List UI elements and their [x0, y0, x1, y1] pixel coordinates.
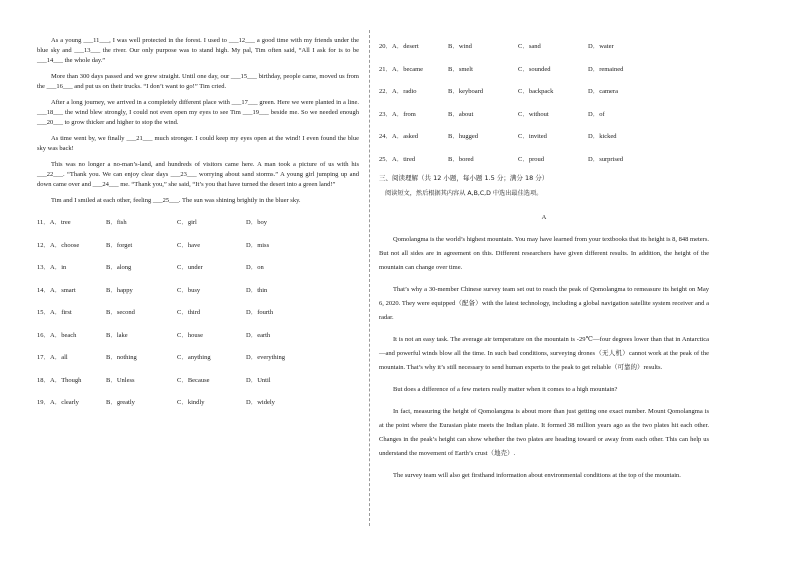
option: 23．A．from — [379, 110, 416, 118]
option: C．sand — [518, 43, 541, 51]
option: D．Until — [246, 376, 271, 384]
option: D．remained — [588, 65, 624, 73]
option: 11．A．tree — [37, 219, 71, 227]
option: 21．A．became — [379, 65, 424, 73]
option: C．have — [177, 241, 201, 249]
option-row — [379, 81, 709, 104]
option: 24．A．asked — [379, 133, 418, 141]
option: 15．A．first — [37, 309, 72, 317]
right-column — [379, 36, 709, 491]
option: B．forget — [106, 241, 133, 249]
option: D．surprised — [588, 155, 624, 163]
passage-paragraph: Tim and I smiled at each other, feeling ___25___. The sun was shining brightly in the bluer sky. — [51, 197, 301, 204]
option: C．third — [177, 309, 201, 317]
option: B．keyboard — [448, 88, 484, 96]
option: C．anything — [177, 354, 211, 362]
option: B．nothing — [106, 354, 137, 362]
option-row — [37, 370, 359, 393]
option-row — [37, 347, 359, 370]
passage-paragraph: As a young ___11___, I was well protected in the forest. I used to ___12___ a good time with my friends under the blue sky and ___13___ the river. Our only purpose was to stand high. My pal, Tim often said, “All I ask for is to be ___14___ the whole day.” — [37, 37, 359, 64]
option-row — [37, 392, 359, 415]
option-row — [37, 325, 359, 348]
option: 16．A．beach — [37, 331, 77, 339]
option: D．earth — [246, 331, 271, 339]
option: B．happy — [106, 286, 133, 294]
option: C．Because — [177, 376, 210, 384]
option: 22．A．radio — [379, 88, 417, 96]
option: B．wind — [448, 43, 472, 51]
option: B．fish — [106, 219, 127, 227]
option: C．busy — [177, 286, 201, 294]
option: 14．A．smart — [37, 286, 76, 294]
reading-paragraph: It is not an easy task. The average air temperature on the mountain is -29℃—four degrees lower than that in Antarctica—and powerful winds blow all the time. In such bad conditions, surveying drones（无人机）cannot work at the peak of the mountain. That’s why it’s still necessary to send human experts to the peak to get reliable（可靠的）results. — [379, 336, 709, 371]
options-list-left — [37, 212, 359, 415]
option: D．widely — [246, 399, 275, 407]
option: D．of — [588, 110, 605, 118]
option: 13．A．in — [37, 264, 67, 272]
option: D．fourth — [246, 309, 274, 317]
option-row — [37, 302, 359, 325]
option: D．boy — [246, 219, 267, 227]
option: B．lake — [106, 331, 128, 339]
option-row — [37, 235, 359, 258]
column-divider — [369, 30, 370, 526]
option: B．smelt — [448, 65, 473, 73]
option: D．water — [588, 43, 614, 51]
option-row — [379, 59, 709, 82]
passage-label: A — [541, 214, 547, 221]
option-row — [379, 104, 709, 127]
option: 19．A．clearly — [37, 399, 79, 407]
option-row — [379, 149, 709, 172]
reading-paragraph: Qomolangma is the world’s highest mountain. You may have learned from your textbooks that its height is 8, 848 meters. But not all sides are in agreement on this. Different researchers have given different results. In addition, the height of the mountain can change over time. — [379, 236, 709, 271]
option: B．greatly — [106, 399, 135, 407]
passage-paragraph: After a long journey, we arrived in a completely different place with ___17___ green. Here we were planted in a line. ___18___ the wind blew strongly, I could not even open my eyes to see Tim ___19___ beside me. So we needed enough ___20___ to grow thicker and higher to stop the wind. — [37, 99, 359, 126]
option: C．backpack — [518, 88, 554, 96]
option: C．house — [177, 331, 203, 339]
option: C．under — [177, 264, 203, 272]
option: D．thin — [246, 286, 268, 294]
option: 12．A．choose — [37, 241, 80, 249]
reading-paragraph: In fact, measuring the height of Qomolangma is about more than just getting one exact number. Mount Qomolangma is at the point where the Eurasian plate meets the Indian plate. It formed 38 million years ago as the two plates hit each other. Changes in the peak’s height can show whether the two plates are heading toward or away from each other. This can help us understand the movement of Earth’s crust（地壳）. — [379, 408, 709, 457]
left-column — [37, 36, 359, 415]
option: D．miss — [246, 241, 270, 249]
option: C．girl — [177, 219, 197, 227]
passage-paragraph: As time went by, we finally ___21___ much stronger. I could keep my eyes open at the wind! I even found the blue sky was back! — [37, 135, 359, 152]
option: D．everything — [246, 354, 285, 362]
option-row — [37, 257, 359, 280]
passage-paragraph: This was no longer a no-man’s-land, and hundreds of visitors came here. A man took a picture of us with his ___22___. “Thank you. We can enjoy clear days ___23___ worrying about sand storms.” A young girl jumping up and down came over and ___24___ me. “Thank you,” she said, “It’s you that have turned the desert into a green land!” — [37, 161, 359, 188]
option: B．bored — [448, 155, 474, 163]
option: 20．A．desert — [379, 43, 419, 51]
reading-paragraph: The survey team will also get firsthand information about environmental conditions at the top of the mountain. — [393, 472, 681, 479]
reading-passage — [379, 233, 709, 483]
option-row — [37, 280, 359, 303]
option: D．on — [246, 264, 264, 272]
reading-paragraph: That’s why a 30-member Chinese survey team set out to reach the peak of Qomolangma to remeasure its height on May 6, 2020. They were equipped（配备）with the latest technology, including a global navigation satellite system receiver and a radar. — [379, 286, 709, 321]
option: D．kicked — [588, 133, 617, 141]
option: C．invited — [518, 133, 547, 141]
option: B．along — [106, 264, 132, 272]
option-row — [379, 36, 709, 59]
option: C．kindly — [177, 399, 205, 407]
reading-paragraph: But does a difference of a few meters really matter when it comes to a high mountain? — [393, 386, 618, 393]
option: B．second — [106, 309, 135, 317]
option: 18．A．Though — [37, 376, 82, 384]
option: 25．A．tired — [379, 155, 416, 163]
option: 17．A．all — [37, 354, 68, 362]
option-row — [379, 126, 709, 149]
option: B．Unless — [106, 376, 135, 384]
instructions: 阅读短文，然后根据其内容从 A,B,C,D 中选出最佳选项。 — [385, 190, 543, 197]
option: C．proud — [518, 155, 544, 163]
cloze-passage — [37, 36, 359, 206]
option: C．sounded — [518, 65, 551, 73]
passage-paragraph: More than 300 days passed and we grew straight. Until one day, our ___15___ birthday, people came, moved us from the ___16___ and put us on their trucks. “I don’t want to go!” Tim cried. — [37, 73, 359, 90]
options-list-right — [379, 36, 709, 171]
option-row — [37, 212, 359, 235]
option: B．about — [448, 110, 474, 118]
option: B．hugged — [448, 133, 478, 141]
option: D．camera — [588, 88, 618, 96]
section-title: 三、阅读理解（共 12 小题，每小题 1.5 分；满分 18 分） — [379, 174, 549, 182]
option: C．without — [518, 110, 549, 118]
